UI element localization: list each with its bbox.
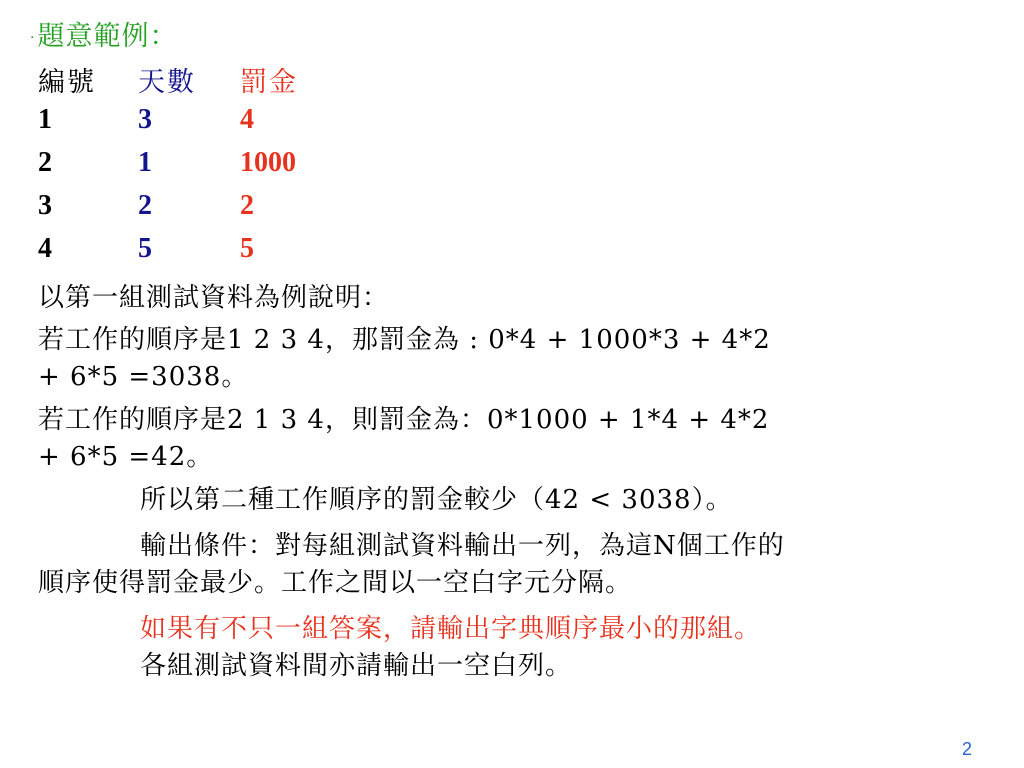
row-3-fine: 2 (240, 190, 254, 221)
example2-line1: 若工作的順序是2 1 3 4，則罰金為：0*1000 + 1*4 + 4*2 (38, 405, 770, 435)
header-days: 天數 (138, 67, 196, 98)
example1-line1: 若工作的順序是1 2 3 4，那罰金為 : 0*4 + 1000*3 + 4*2 (38, 325, 771, 355)
row-1-fine: 4 (240, 104, 254, 135)
row-3-days: 2 (138, 190, 152, 221)
page-number: 2 (961, 739, 972, 759)
slide-title (30, 14, 177, 53)
row-1-days: 3 (138, 104, 152, 135)
slide-title-text: 題意範例： (37, 21, 178, 52)
intro-text: 以第一組測試資料為例說明： (38, 283, 390, 313)
conclusion-text: 所以第二種工作順序的罰金較少（42 < 3038）。 (140, 485, 733, 515)
example1-line2: + 6*5 =3038。 (38, 362, 249, 392)
output-condition-line1: 輸出條件：對每組測試資料輸出一列，為這N個工作的 (140, 531, 785, 561)
example2-line2: + 6*5 =42。 (38, 442, 214, 472)
row-4-id: 4 (38, 233, 52, 264)
row-4-days: 5 (138, 233, 152, 264)
row-2-id: 2 (38, 147, 52, 178)
row-2-days: 1 (138, 147, 152, 178)
header-fine: 罰金 (240, 67, 298, 98)
row-2-fine: 1000 (240, 147, 296, 178)
bullet-dot: · (30, 29, 36, 46)
blank-line-rule-text: 各組測試資料間亦請輸出一空白列。 (140, 651, 573, 681)
output-condition-line2: 順序使得罰金最少。工作之間以一空白字元分隔。 (38, 568, 633, 598)
header-id: 編號 (38, 67, 96, 98)
row-3-id: 3 (38, 190, 52, 221)
row-4-fine: 5 (240, 233, 254, 264)
row-1-id: 1 (38, 104, 52, 135)
tie-rule-text: 如果有不只一組答案，請輸出字典順序最小的那組。 (140, 614, 762, 644)
